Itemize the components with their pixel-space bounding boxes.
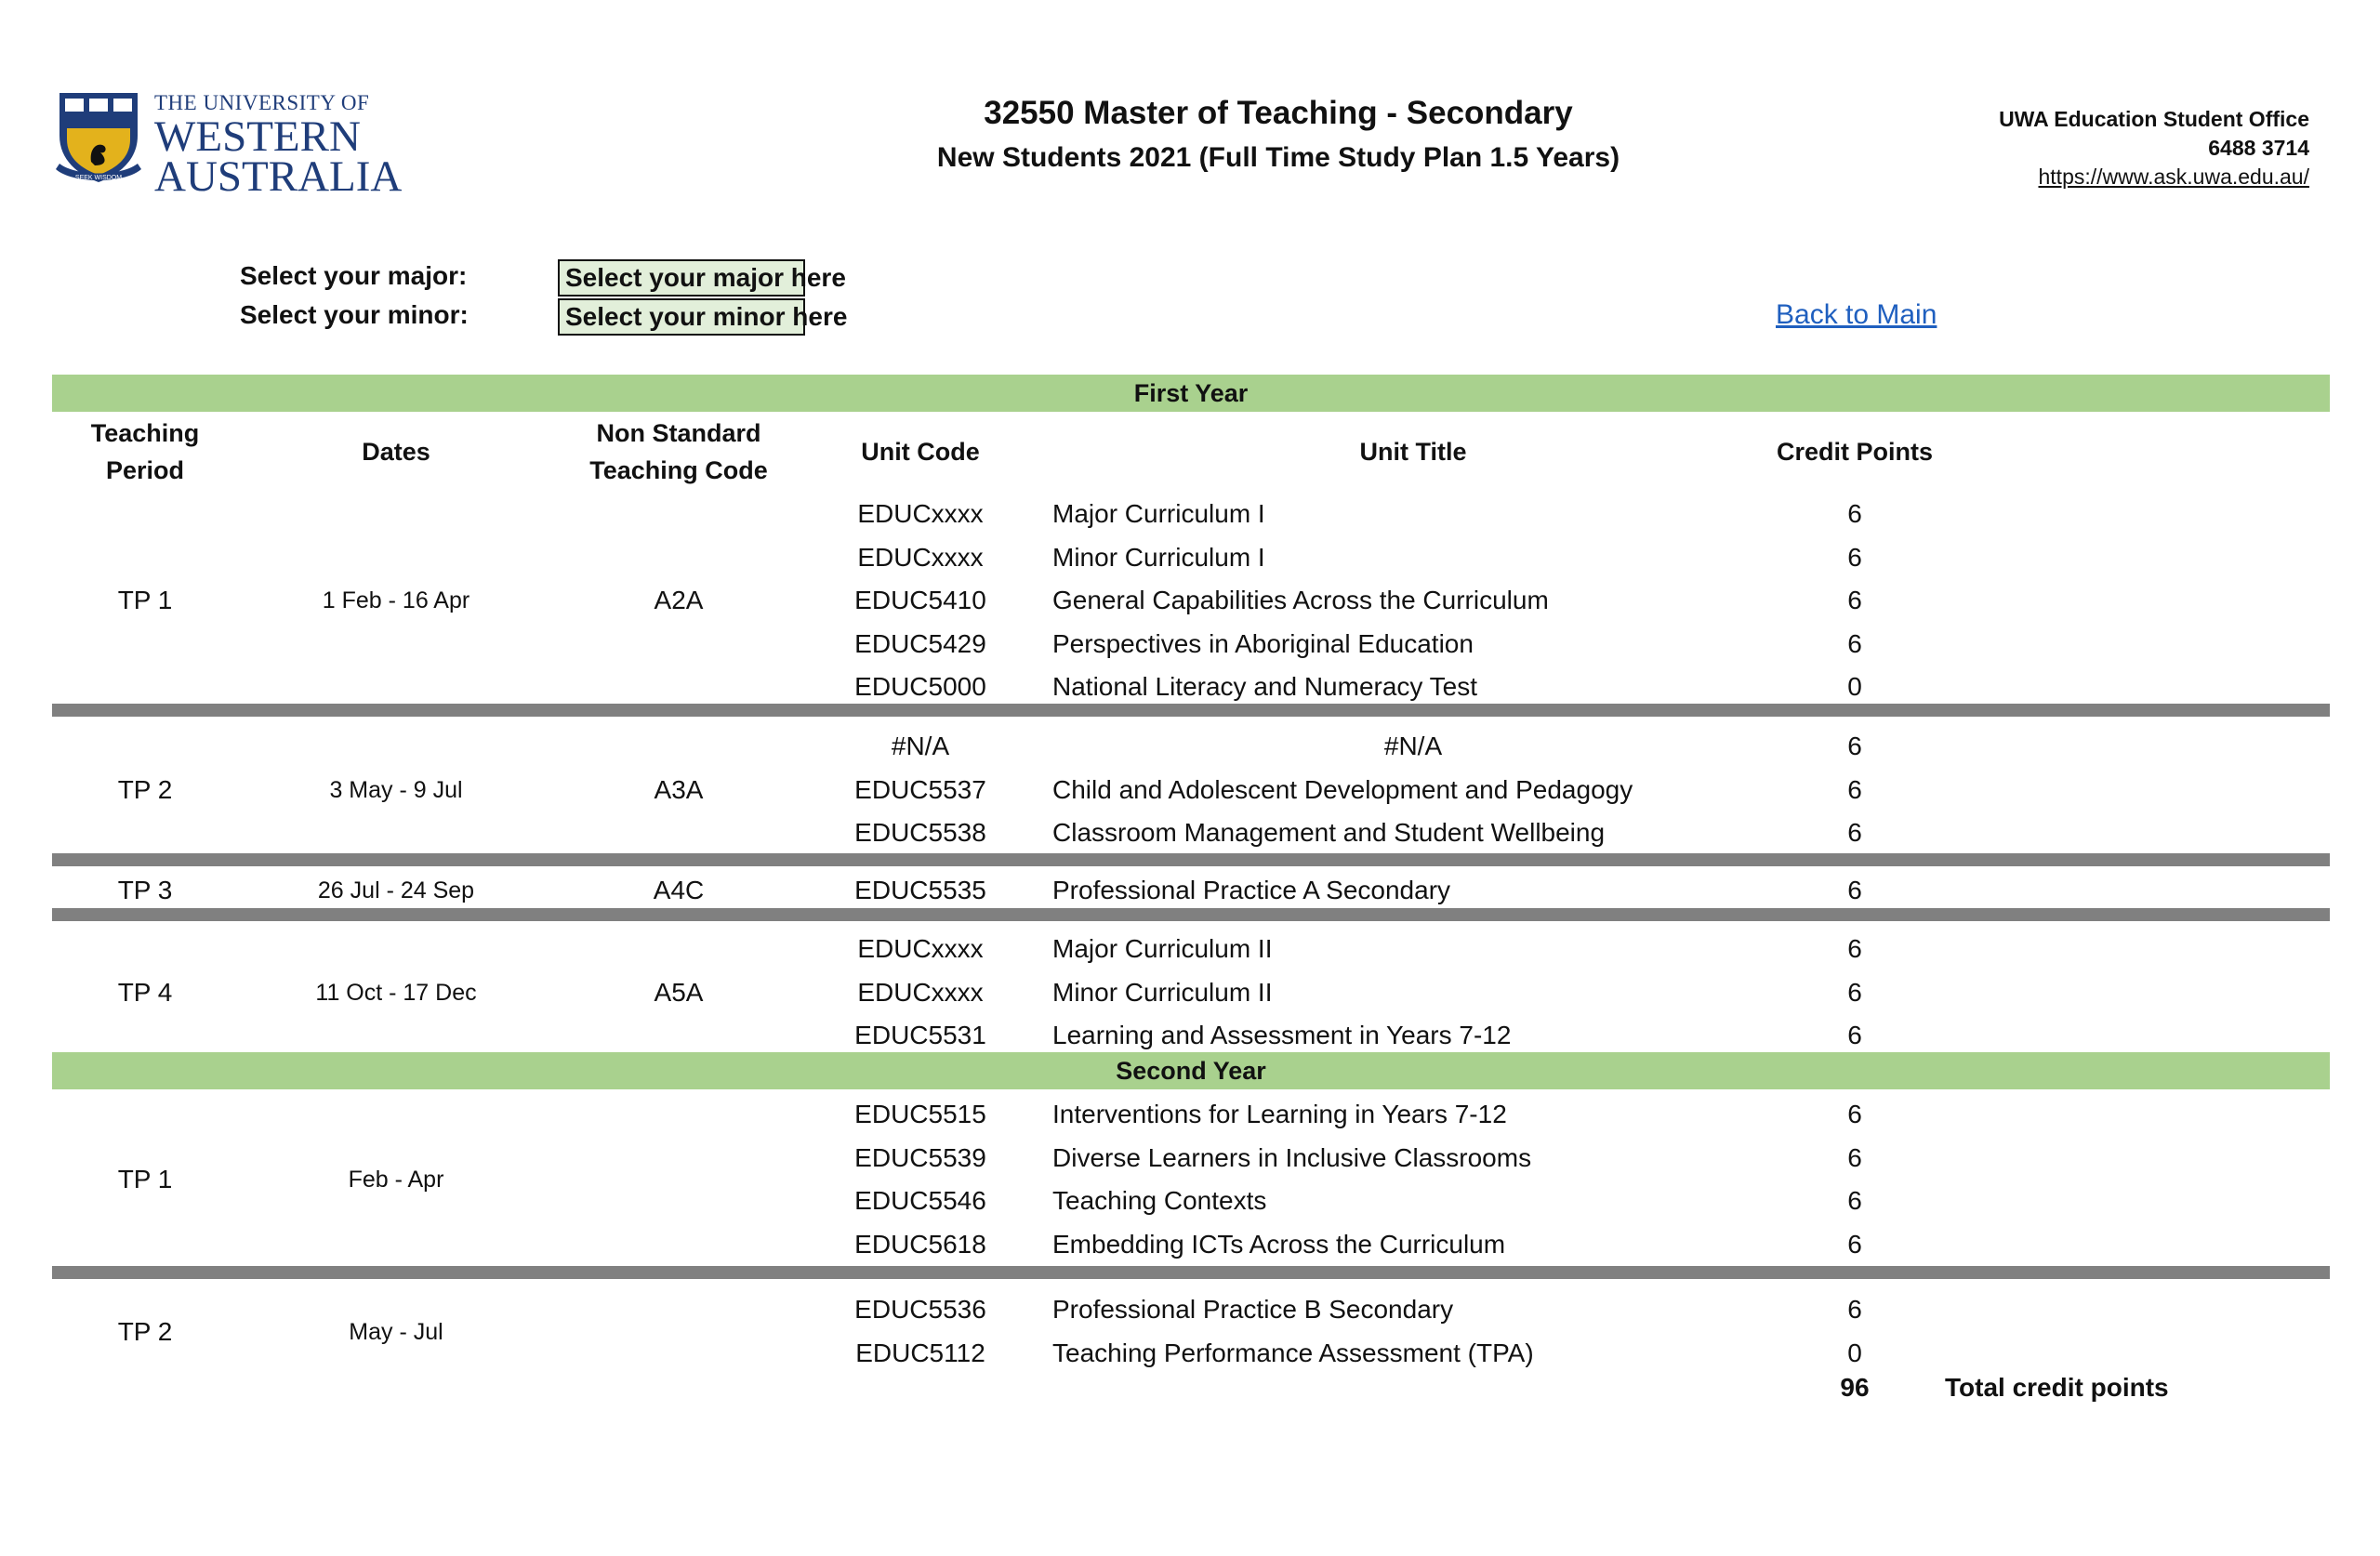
logo-line-2: WESTERN xyxy=(154,112,361,161)
unit-code-cell: EDUC5112 xyxy=(855,1338,985,1367)
unit-code-cell: EDUC5410 xyxy=(854,586,986,614)
unit-code-cell: EDUC5535 xyxy=(854,876,986,904)
logo-line-1: THE UNIVERSITY OF xyxy=(154,91,370,114)
office-phone: 6488 3714 xyxy=(2208,136,2309,160)
page-title: 32550 Master of Teaching - Secondary xyxy=(984,95,1573,131)
credit-points-cell: 6 xyxy=(1847,628,1862,658)
major-label: Select your major: xyxy=(240,261,468,290)
unit-code-cell: EDUC5538 xyxy=(854,818,986,847)
dates-cell: 3 May - 9 Jul xyxy=(329,776,463,803)
period-separator xyxy=(52,908,2330,921)
unit-code-cell: EDUCxxxx xyxy=(857,977,984,1007)
unit-title-cell: Classroom Management and Student Wellbeing xyxy=(1052,818,1606,847)
logo-line-3: AUSTRALIA xyxy=(154,152,403,201)
credit-points-cell: 6 xyxy=(1847,586,1862,614)
non-standard-code-cell: A4C xyxy=(653,876,705,905)
col-header-teaching-period: Teaching Period xyxy=(90,419,200,484)
office-name: UWA Education Student Office xyxy=(1999,107,2309,131)
credit-points-cell: 0 xyxy=(1847,672,1862,701)
unit-code-cell: EDUC5539 xyxy=(854,1142,986,1172)
non-standard-code-cell: A5A xyxy=(654,977,704,1007)
unit-title-cell: Teaching Performance Assessment (TPA) xyxy=(1052,1338,1534,1367)
year-band-first: First Year xyxy=(52,375,2330,412)
unit-title-cell: Professional Practice B Secondary xyxy=(1052,1295,1454,1324)
crest-icon xyxy=(54,87,143,186)
teaching-period-cell: TP 4 xyxy=(117,977,173,1007)
credit-points-cell: 6 xyxy=(1847,876,1862,904)
credit-points-cell: 0 xyxy=(1847,1338,1862,1367)
unit-code-cell: EDUC5536 xyxy=(854,1295,986,1324)
unit-code-cell: EDUC5515 xyxy=(854,1100,986,1128)
unit-title-cell: Child and Adolescent Development and Pedagogy xyxy=(1052,774,1633,804)
col-header-unit-code: Unit Code xyxy=(861,438,980,466)
office-link[interactable]: https://www.ask.uwa.edu.au/ xyxy=(2038,165,2309,189)
unit-title-cell: Learning and Assessment in Years 7-12 xyxy=(1052,1021,1512,1049)
unit-title-cell: Major Curriculum II xyxy=(1052,934,1273,963)
credit-points-cell: 6 xyxy=(1847,732,1862,760)
credit-points-cell: 6 xyxy=(1847,499,1862,528)
dates-cell: 11 Oct - 17 Dec xyxy=(315,979,477,1006)
unit-code-cell: EDUCxxxx xyxy=(857,542,984,572)
credit-points-cell: 6 xyxy=(1847,542,1862,572)
teaching-period-cell: TP 1 xyxy=(117,586,173,615)
col-header-non-standard: Non Standard Teaching Code xyxy=(589,419,768,484)
unit-title-cell: National Literacy and Numeracy Test xyxy=(1052,672,1478,701)
credit-points-cell: 6 xyxy=(1847,977,1862,1007)
minor-select[interactable]: Select your minor here xyxy=(558,298,805,336)
unit-title-cell: Diverse Learners in Inclusive Classrooms xyxy=(1052,1142,1532,1172)
dates-cell: 26 Jul - 24 Sep xyxy=(317,877,475,904)
unit-code-cell: EDUCxxxx xyxy=(857,934,984,963)
unit-code-cell: EDUC5618 xyxy=(854,1229,986,1259)
credit-points-cell: 6 xyxy=(1847,1186,1862,1215)
dates-cell: 1 Feb - 16 Apr xyxy=(322,587,470,614)
unit-title-cell: Professional Practice A Secondary xyxy=(1052,876,1451,904)
unit-title-cell: Perspectives in Aboriginal Education xyxy=(1052,628,1474,658)
unit-title-cell: Teaching Contexts xyxy=(1052,1186,1267,1215)
teaching-period-cell: TP 3 xyxy=(117,876,173,905)
unit-code-cell: EDUC5429 xyxy=(854,628,986,658)
total-credit-points-label: Total credit points xyxy=(1945,1373,2169,1402)
unit-code-cell: #N/A xyxy=(891,732,950,760)
period-separator xyxy=(52,704,2330,717)
col-header-unit-title: Unit Title xyxy=(1359,438,1467,466)
teaching-period-cell: TP 2 xyxy=(117,1316,173,1346)
unit-title-cell: Minor Curriculum I xyxy=(1052,542,1265,572)
credit-points-cell: 6 xyxy=(1847,1100,1862,1128)
non-standard-code-cell: A2A xyxy=(654,586,704,615)
unit-title-cell: Embedding ICTs Across the Curriculum xyxy=(1052,1229,1506,1259)
unit-code-cell: EDUC5531 xyxy=(854,1021,986,1049)
page-subtitle: New Students 2021 (Full Time Study Plan 1.5 Years) xyxy=(936,142,1620,173)
minor-label: Select your minor: xyxy=(240,300,469,329)
office-info xyxy=(1999,105,2309,191)
credit-points-cell: 6 xyxy=(1847,774,1862,804)
logo-wordmark xyxy=(154,87,402,199)
unit-code-cell: EDUCxxxx xyxy=(857,499,984,528)
non-standard-code-cell: A3A xyxy=(654,774,704,804)
period-separator xyxy=(52,853,2330,866)
credit-points-cell: 6 xyxy=(1847,934,1862,963)
unit-title-cell: Major Curriculum I xyxy=(1052,499,1265,528)
col-header-credit-points: Credit Points xyxy=(1776,438,1933,466)
credit-points-cell: 6 xyxy=(1847,1021,1862,1049)
dates-cell: Feb - Apr xyxy=(348,1167,444,1193)
unit-title-cell: General Capabilities Across the Curriculum xyxy=(1052,586,1549,614)
credit-points-cell: 6 xyxy=(1847,1295,1862,1324)
credit-points-cell: 6 xyxy=(1847,1229,1862,1259)
unit-title-cell: Minor Curriculum II xyxy=(1052,977,1273,1007)
dates-cell: May - Jul xyxy=(349,1318,443,1345)
col-header-dates: Dates xyxy=(362,438,430,466)
logo-motto: SEEK WISDOM xyxy=(74,175,123,181)
teaching-period-cell: TP 2 xyxy=(117,774,173,804)
total-credit-points-value: 96 xyxy=(1840,1373,1870,1402)
major-select[interactable]: Select your major here xyxy=(558,259,805,297)
year-band-second: Second Year xyxy=(52,1052,2330,1089)
back-to-main-link[interactable]: Back to Main xyxy=(1776,299,1937,330)
teaching-period-cell: TP 1 xyxy=(117,1165,173,1193)
unit-title-cell: Interventions for Learning in Years 7-12 xyxy=(1052,1100,1507,1128)
unit-code-cell: EDUC5546 xyxy=(854,1186,986,1215)
credit-points-cell: 6 xyxy=(1847,818,1862,847)
credit-points-cell: 6 xyxy=(1847,1142,1862,1172)
unit-code-cell: EDUC5537 xyxy=(854,774,986,804)
unit-title-cell: #N/A xyxy=(1383,732,1443,760)
unit-code-cell: EDUC5000 xyxy=(854,672,986,701)
period-separator xyxy=(52,1266,2330,1279)
university-logo xyxy=(54,87,403,201)
